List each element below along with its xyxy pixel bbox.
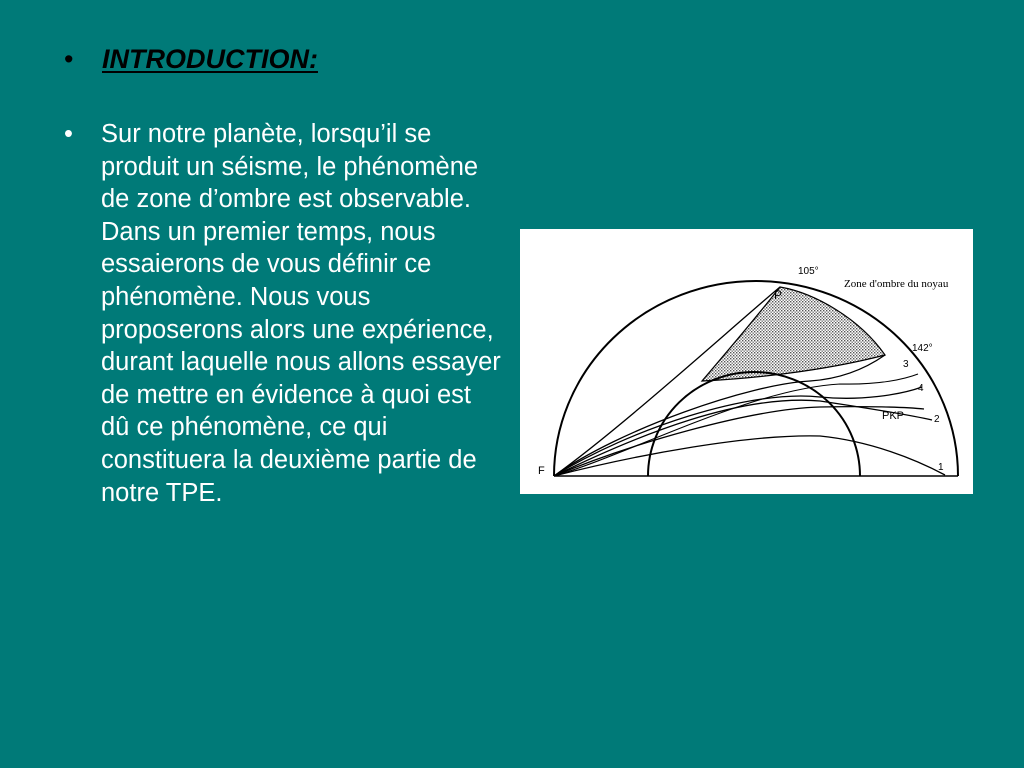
shadow-zone-area xyxy=(702,287,885,381)
angle-105-label: 105° xyxy=(798,266,819,277)
slide-body xyxy=(64,118,504,509)
shadow-zone-figure xyxy=(520,229,973,494)
f-label: F xyxy=(538,465,545,477)
ray-p xyxy=(554,287,783,476)
angle-142-label: 142° xyxy=(912,343,933,354)
body-paragraph: Sur notre planète, lorsqu’il se produit un séisme, le phénomène de zone d’ombre est observable. Dans un premier temps, nous essaierons de vous définir ce phénomène. Nous vous proposerons alors une expérience, durant laquelle nous allons essayer de mettre en évidence à quoi est dû ce phénomène, ce qui constituera la deuxième partie de notre TPE. xyxy=(101,120,501,507)
body-bullet: • xyxy=(64,120,73,148)
ray-2 xyxy=(554,400,932,476)
ray-3-label: 3 xyxy=(903,359,909,370)
ray-2-label: 2 xyxy=(934,414,940,425)
title-bullet: • xyxy=(64,44,74,74)
shadow-zone-diagram xyxy=(520,229,973,494)
ray-pkp xyxy=(554,407,924,476)
core-outline xyxy=(648,372,860,476)
earth-outline xyxy=(554,281,958,476)
ray-4-label: 4 xyxy=(918,383,924,394)
pkp-label: PKP xyxy=(882,410,905,422)
ray-1-label: 1 xyxy=(938,462,944,473)
title-text: INTRODUCTION: xyxy=(102,44,318,74)
ray-inner xyxy=(554,374,918,476)
zone-label: Zone d'ombre du noyau xyxy=(844,278,949,290)
p-label: P xyxy=(774,288,783,302)
slide-title xyxy=(64,40,318,78)
